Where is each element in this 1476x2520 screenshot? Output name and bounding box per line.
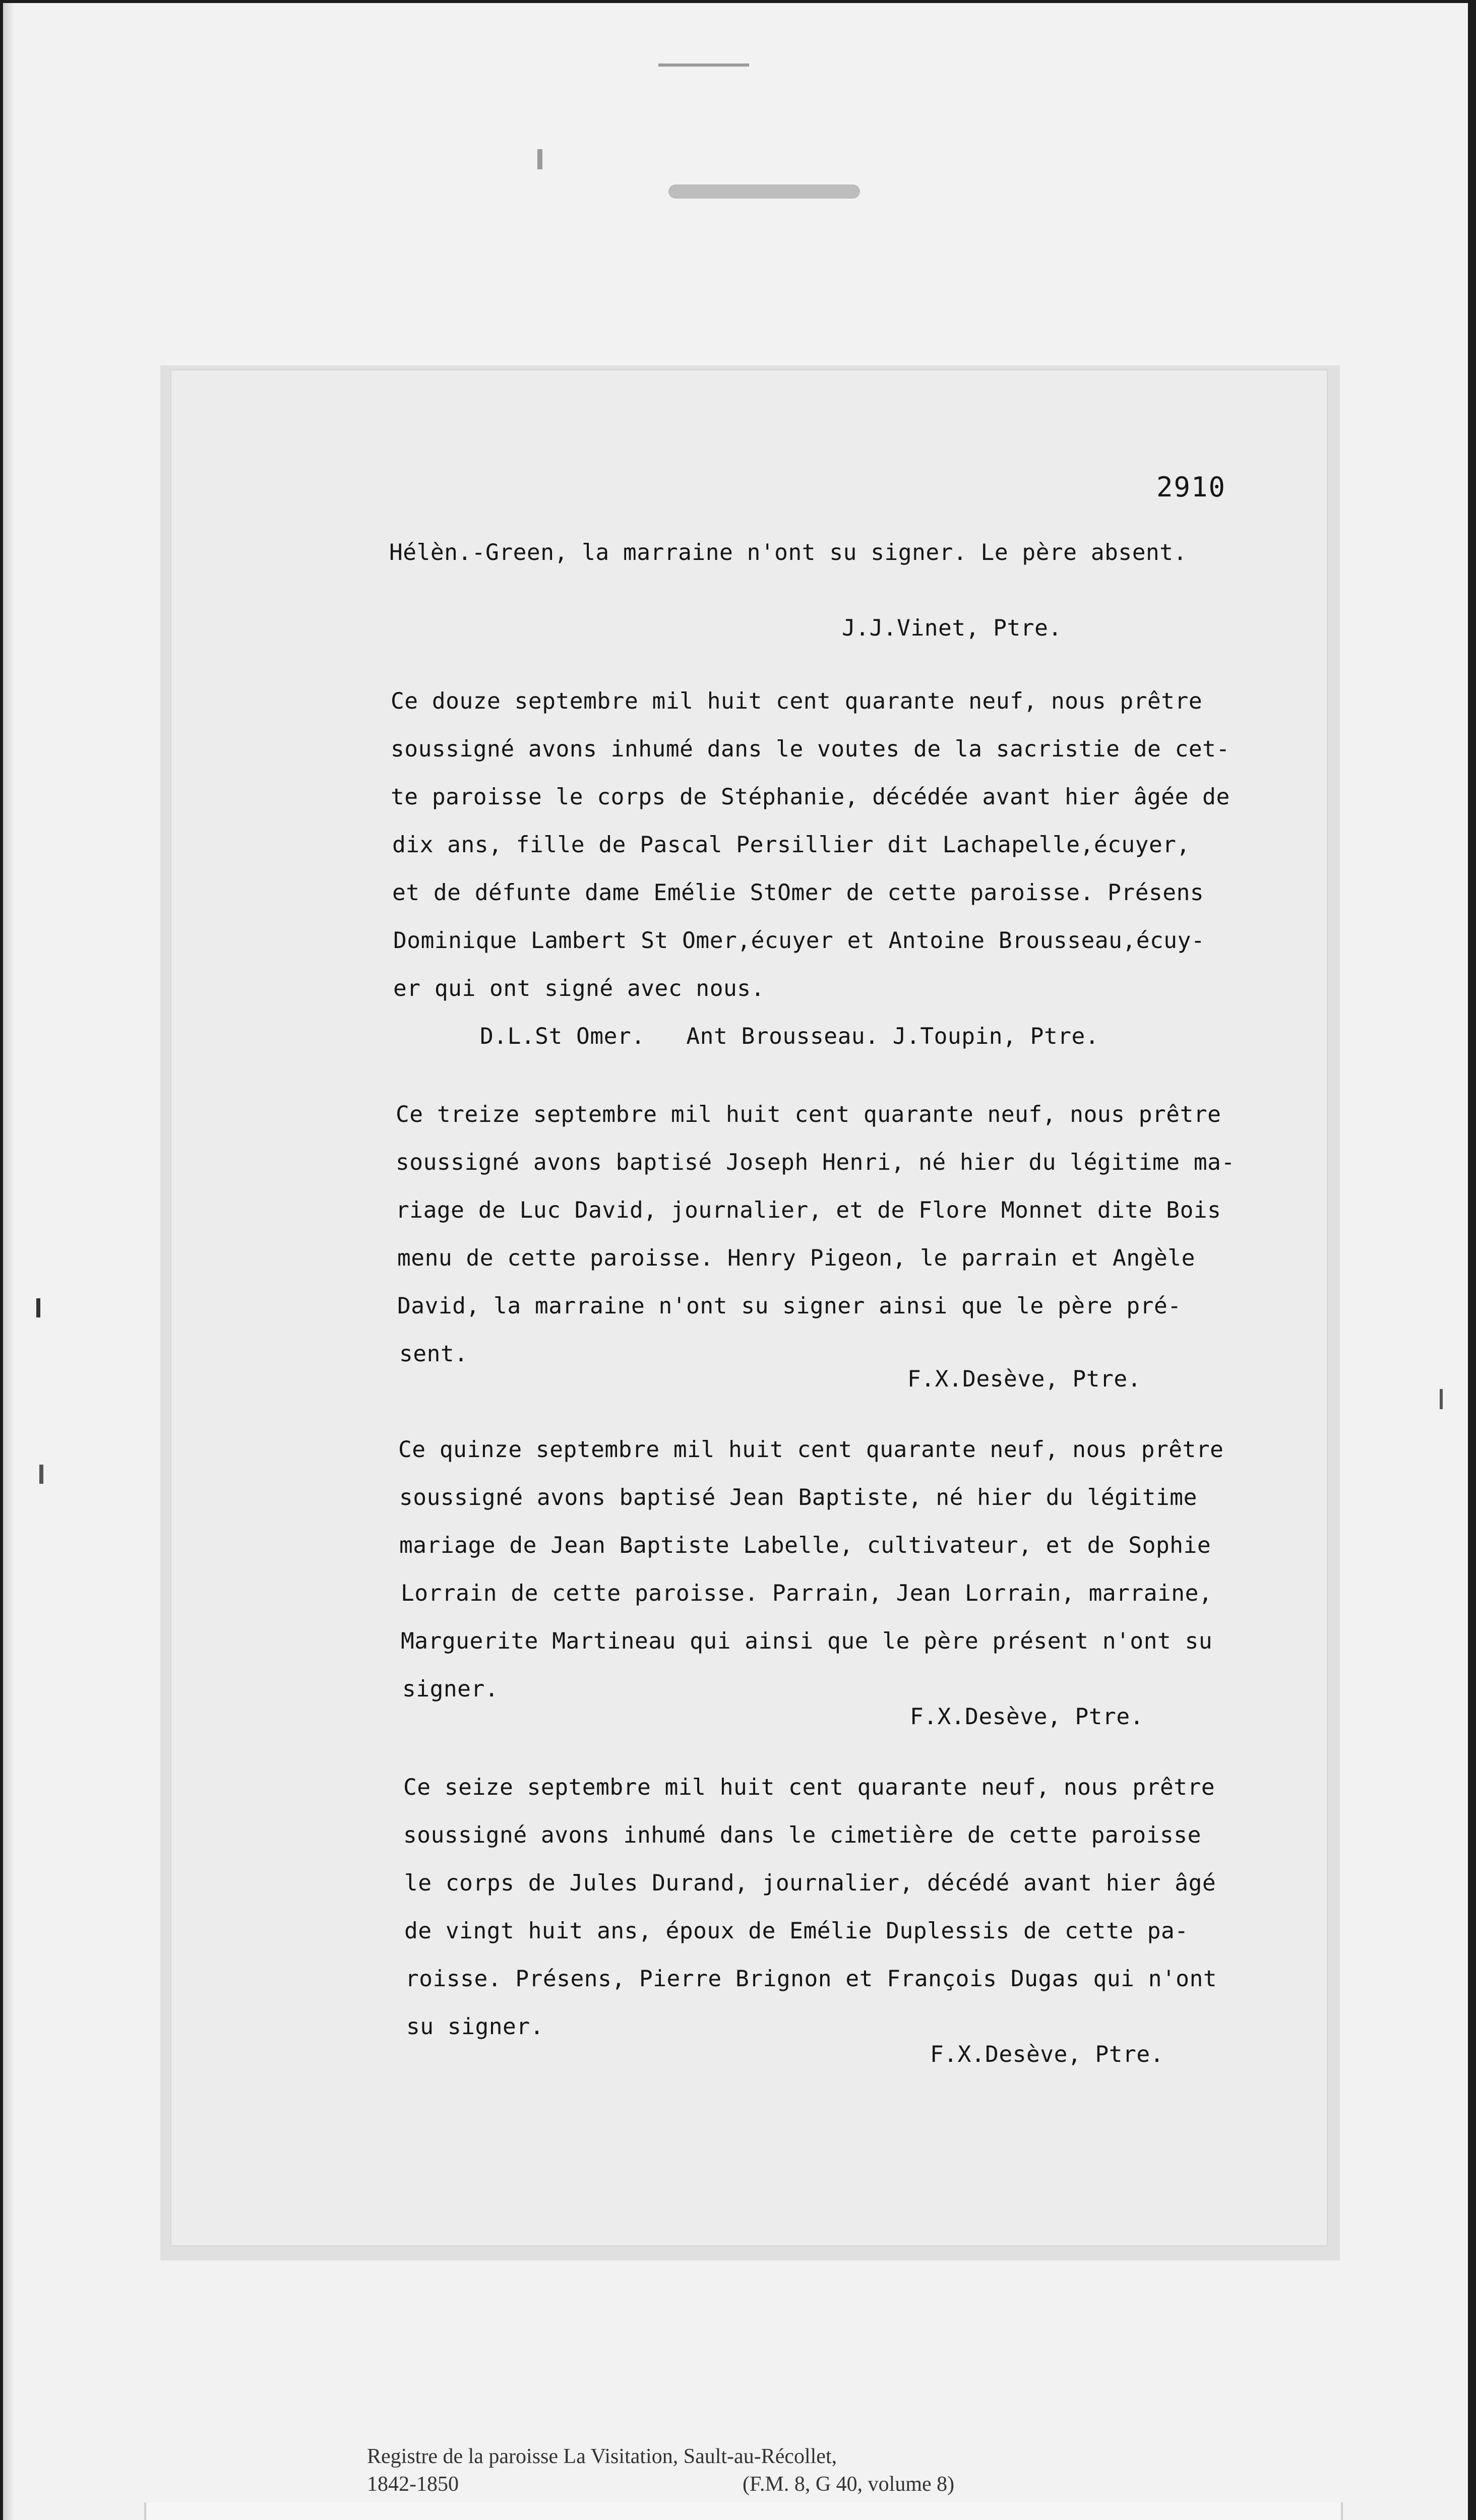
entry-line: le corps de Jules Durand, journalier, décédé avant hier âgé: [404, 1870, 1216, 1896]
entry-line: soussigné avons inhumé dans le cimetière de cette paroisse: [403, 1822, 1201, 1848]
register-page: [171, 370, 1327, 2245]
edge-tick-mark: [39, 1465, 43, 1484]
entry-line: et de défunte dame Emélie StOmer de cette paroisse. Présens: [392, 880, 1204, 906]
entry-line: sent.: [399, 1341, 468, 1367]
register-reference: (F.M. 8, G 40, volume 8): [743, 2473, 955, 2496]
register-years: 1842-1850: [367, 2473, 459, 2496]
entry-line: Ce treize septembre mil huit cent quarante neuf, nous prêtre: [396, 1102, 1221, 1127]
signature-line: J.J.Vinet, Ptre.: [842, 615, 1062, 641]
entry-line: roisse. Présens, Pierre Brignon et François Dugas qui n'ont: [405, 1966, 1217, 1992]
register-title: Registre de la paroisse La Visitation, Sault-au-Récollet,: [367, 2445, 837, 2468]
entry-line: riage de Luc David, journalier, et de Flore Monnet dite Bois: [396, 1198, 1221, 1223]
entry-line: David, la marraine n'ont su signer ainsi que le père pré-: [397, 1293, 1182, 1319]
signature-line: F.X.Desève, Ptre.: [910, 1704, 1144, 1730]
signature-line: F.X.Desève, Ptre.: [930, 2042, 1164, 2067]
signature-line: F.X.Desève, Ptre.: [907, 1366, 1141, 1392]
entry-line: soussigné avons inhumé dans le voutes de la sacristie de cet-: [391, 736, 1230, 762]
archive-reference-label: [367, 2444, 1073, 2502]
entry-line: te paroisse le corps de Stéphanie, décédée avant hier âgée de: [391, 784, 1230, 810]
entry-line: mariage de Jean Baptiste Labelle, cultivateur, et de Sophie: [399, 1533, 1211, 1558]
page-number: 2910: [1156, 471, 1226, 503]
entry-line: Marguerite Martineau qui ainsi que le père présent n'ont su: [401, 1628, 1213, 1654]
entry-line: Dominique Lambert St Omer,écuyer et Antoine Brousseau,écuy-: [393, 928, 1205, 954]
archives-card: [144, 2502, 1343, 2520]
entry-line: er qui ont signé avec nous.: [393, 976, 765, 1001]
edge-tick-mark: [1440, 1389, 1443, 1409]
entry-line: soussigné avons baptisé Joseph Henri, né hier du légitime ma-: [396, 1150, 1235, 1175]
scratch-mark: [658, 64, 749, 67]
edge-tick-mark: [36, 1298, 40, 1317]
entry-line: signer.: [402, 1676, 499, 1702]
smudge-mark: [668, 184, 860, 199]
entry-line: menu de cette paroisse. Henry Pigeon, le parrain et Angèle: [397, 1245, 1195, 1271]
entry-line: Ce quinze septembre mil huit cent quarante neuf, nous prêtre: [398, 1437, 1224, 1463]
entry-line: de vingt huit ans, époux de Emélie Duplessis de cette pa-: [404, 1918, 1189, 1944]
scratch-mark: [537, 149, 542, 169]
entry-line: Lorrain de cette paroisse. Parrain, Jean Lorrain, marraine,: [401, 1581, 1213, 1606]
entry-line: Ce seize septembre mil huit cent quarante neuf, nous prêtre: [403, 1775, 1215, 1800]
entry-line: soussigné avons baptisé Jean Baptiste, né hier du légitime: [399, 1485, 1197, 1510]
entry-line: Ce douze septembre mil huit cent quarante neuf, nous prêtre: [391, 688, 1203, 714]
entry-line: dix ans, fille de Pascal Persillier dit Lachapelle,écuyer,: [392, 832, 1190, 858]
signature-line: D.L.St Omer. Ant Brousseau. J.Toupin, Ptre.: [480, 1024, 1099, 1049]
entry-line: Hélèn.-Green, la marraine n'ont su signer. Le père absent.: [389, 540, 1187, 565]
film-edge: [3, 3, 14, 2520]
entry-line: su signer.: [406, 2014, 544, 2040]
